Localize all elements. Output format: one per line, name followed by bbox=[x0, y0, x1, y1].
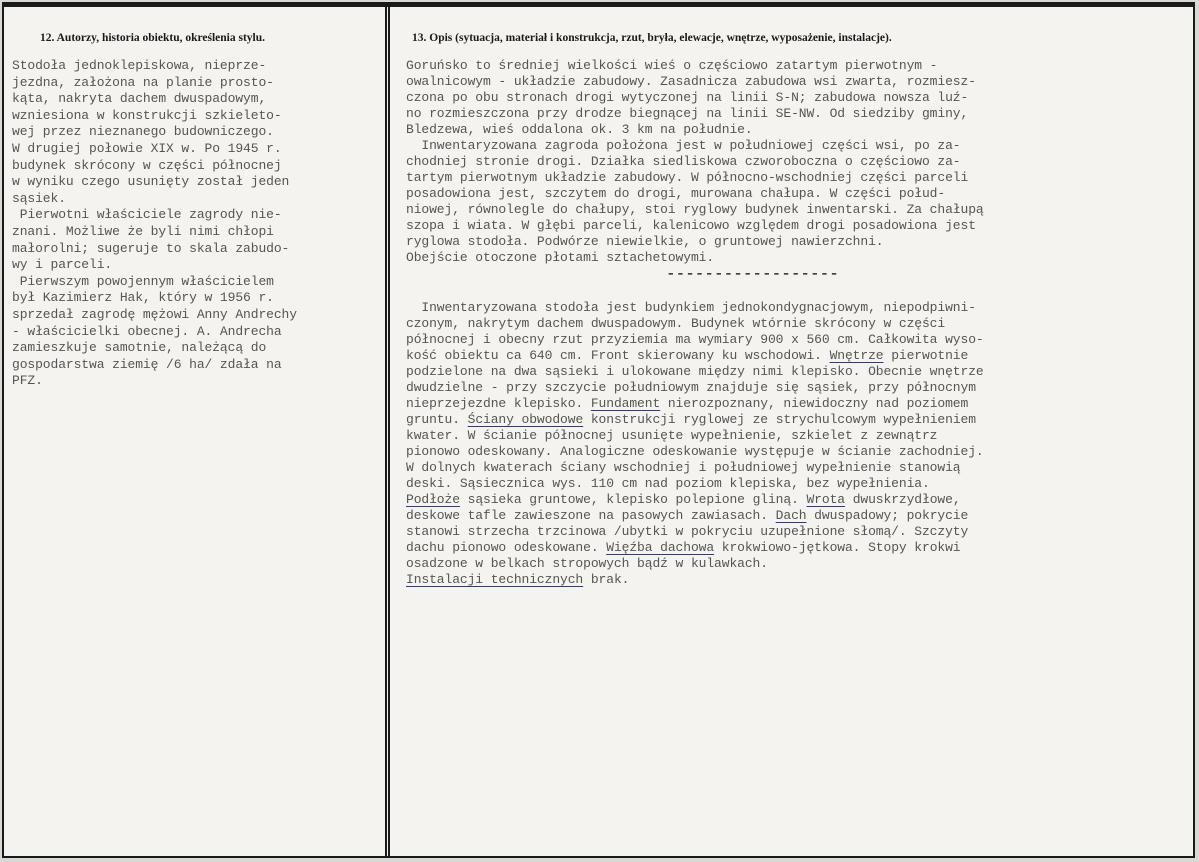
field-13-line: ryglowa stodoła. Podwórze niewielkie, o gruntowej nawierzchni. bbox=[406, 234, 884, 249]
inventory-card bbox=[2, 2, 1195, 858]
field-12-line: Stodoła jednoklepiskowa, nieprze- bbox=[12, 58, 267, 73]
field-13-line bbox=[406, 508, 1194, 524]
section-separator: ------------------ bbox=[666, 265, 839, 283]
text-segment: północnej i obecny rzut przyziemia ma wymiary 900 x 560 cm. Całkowita wyso- bbox=[406, 332, 984, 347]
text-segment: czonym, nakrytym dachem dwuspadowym. Budynek wtórnie skrócony w części bbox=[406, 316, 946, 331]
field-12-line: budynek skrócony w części północnej bbox=[12, 157, 282, 173]
text-segment: nierozpoznany, niewidoczny nad poziomem bbox=[660, 396, 969, 411]
field-12-line: był Kazimierz Hak, który w 1956 r. bbox=[12, 290, 274, 306]
underlined-keyword: Dach bbox=[775, 508, 807, 523]
field-13-line: Obejście otoczone płotami sztachetowymi. bbox=[406, 250, 715, 265]
field-12-column bbox=[12, 32, 384, 390]
underlined-keyword: Fundament bbox=[590, 396, 661, 411]
field-13-column bbox=[406, 32, 1194, 588]
field-13-line bbox=[406, 460, 1194, 476]
text-segment: pierwotnie bbox=[883, 348, 969, 363]
field-13-line bbox=[406, 380, 1194, 396]
field-13-line: Bledzewa, wieś oddalona ok. 3 km na południe. bbox=[406, 122, 753, 137]
text-segment: deski. Sąsiecznica wys. 110 cm nad poziom klepiska, bez wypełnienia. bbox=[406, 476, 930, 491]
text-segment: kwater. W ścianie północnej usunięte wypełnienie, szkielet z zewnątrz bbox=[406, 428, 938, 443]
field-12-line: gospodarstwa ziemię /6 ha/ zdała na bbox=[12, 356, 282, 372]
field-13-line: chodniej stronie drogi. Działka siedliskowa czworoboczna o częściowo za- bbox=[406, 154, 961, 169]
field-12-line: wzniesiona w konstrukcji szkieleto- bbox=[12, 107, 282, 123]
underlined-keyword: Wnętrze bbox=[829, 348, 884, 363]
text-segment: sąsieka gruntowe, klepisko polepione gliną. bbox=[459, 492, 807, 507]
field-12-line: w wyniku czego usunięty został jeden bbox=[12, 174, 290, 190]
field-13-line: posadowiona jest, szczytem do drogi, murowana chałupa. W części połud- bbox=[406, 186, 946, 201]
underlined-keyword: Podłoże bbox=[406, 492, 460, 507]
field-12-line: W drugiej połowie XIX w. Po 1945 r. bbox=[12, 140, 282, 156]
field-13-line: niowej, równolegle do chałupy, stoi ryglowy budynek inwentarski. Za chałupą bbox=[406, 202, 984, 217]
field-13-line bbox=[406, 572, 1194, 588]
field-12-line: wej przez nieznanego budowniczego. bbox=[12, 124, 274, 140]
top-rule bbox=[4, 4, 1193, 7]
underlined-keyword: Instalacji technicznych bbox=[406, 572, 584, 587]
text-segment: osadzone w belkach stropowych bądź w kulawkach. bbox=[406, 556, 768, 571]
field-13-line bbox=[406, 412, 1194, 428]
text-segment: Inwentaryzowana stodoła jest budynkiem jednokondygnacjowym, niepodpiwni- bbox=[406, 300, 976, 315]
field-13-line bbox=[406, 428, 1194, 444]
field-13-barn-description bbox=[406, 300, 1194, 588]
underlined-keyword: Więźba dachowa bbox=[606, 540, 715, 555]
field-13-situation-text bbox=[406, 58, 1194, 266]
field-13-line bbox=[406, 444, 1194, 460]
field-13-line: czona po obu stronach drogi wytyczonej na linii S-N; zabudowa nowsza luź- bbox=[406, 90, 969, 105]
field-12-line: sprzedał zagrodę mężowi Anny Andrechy bbox=[12, 306, 297, 322]
text-segment: krokwiowo-jętkowa. Stopy krokwi bbox=[714, 540, 961, 555]
field-12-line: kąta, nakryta dachem dwuspadowym, bbox=[12, 91, 267, 107]
field-13-line: Inwentaryzowana zagroda położona jest w południowej części wsi, po za- bbox=[406, 138, 961, 153]
field-12-line: znani. Możliwe że byli nimi chłopi bbox=[12, 223, 274, 239]
field-12-line: wy i parceli. bbox=[12, 257, 113, 273]
field-12-line: Pierwszym powojennym właścicielem bbox=[12, 273, 274, 289]
paragraph-gap bbox=[406, 282, 1194, 300]
text-segment: podzielone na dwa sąsieki i ulokowane między nimi klepisko. Obecnie wnętrze bbox=[406, 364, 984, 379]
field-13-line: no rozmieszczona przy drodze biegnącej na linii SE-NW. Od siedziby gminy, bbox=[406, 106, 969, 121]
field-13-header: 13. Opis (sytuacja, materiał i konstrukcja, rzut, bryła, elewacje, wnętrze, wyposażenie, instalacje). bbox=[412, 32, 892, 44]
field-12-line: PFZ. bbox=[12, 373, 43, 389]
field-12-line: Pierwotni właściciele zagrody nie- bbox=[12, 207, 282, 223]
field-13-line bbox=[406, 524, 1194, 540]
field-13-line bbox=[406, 348, 1194, 364]
field-12-text bbox=[12, 58, 384, 390]
field-12-line: sąsiek. bbox=[12, 190, 66, 206]
field-13-line: szopa i wiata. W głębi parceli, kalenicowo względem drogi posadowiona jest bbox=[406, 218, 976, 233]
underlined-keyword: Ściany obwodowe bbox=[467, 412, 584, 427]
field-13-line bbox=[406, 300, 1194, 316]
text-segment: brak. bbox=[583, 572, 630, 587]
text-segment: deskowe tafle zawieszone na pasowych zawiasach. bbox=[406, 508, 776, 523]
field-13-line: owalnicowym - układzie zabudowy. Zasadnicza zabudowa wsi zwarta, rozmiesz- bbox=[406, 74, 976, 89]
field-12-line: małorolni; sugeruje to skala zabudo- bbox=[12, 240, 290, 256]
text-segment: nieprzejezdne klepisko. bbox=[406, 396, 591, 411]
field-13-line bbox=[406, 396, 1194, 412]
field-12-line: zamieszkuje samotnie, należącą do bbox=[12, 340, 267, 356]
field-13-line bbox=[406, 316, 1194, 332]
column-divider bbox=[385, 4, 390, 856]
text-segment: stanowi strzecha trzcinowa /ubytki w pokryciu uzupełnione słomą/. Szczyty bbox=[406, 524, 969, 539]
underlined-keyword: Wrota bbox=[806, 492, 845, 507]
field-12-line: - właścicielki obecnej. A. Andrecha bbox=[12, 323, 282, 339]
field-13-line bbox=[406, 540, 1194, 556]
field-13-line bbox=[406, 556, 1194, 572]
field-13-line bbox=[406, 492, 1194, 508]
text-segment: kość obiektu ca 640 cm. Front skierowany ku wschodowi. bbox=[406, 348, 830, 363]
field-13-line: Goruńsko to średniej wielkości wieś o częściowo zatartym pierwotnym - bbox=[406, 58, 938, 73]
text-segment: dwudzielne - przy szczycie południowym znajduje się sąsiek, przy północnym bbox=[406, 380, 976, 395]
text-segment: konstrukcji ryglowej ze strychulcowym wypełnieniem bbox=[583, 412, 976, 427]
field-12-header: 12. Autorzy, historia obiektu, określenia stylu. bbox=[40, 32, 266, 44]
field-13-line bbox=[406, 364, 1194, 380]
field-13-line bbox=[406, 332, 1194, 348]
field-13-line: tartym pierwotnym układzie zabudowy. W północno-wschodniej części parceli bbox=[406, 170, 969, 185]
text-segment: dwuspadowy; pokrycie bbox=[806, 508, 969, 523]
text-segment: dwuskrzydłowe, bbox=[845, 492, 961, 507]
field-13-line bbox=[406, 476, 1194, 492]
text-segment: W dolnych kwaterach ściany wschodniej i południowej wypełnienie stanowią bbox=[406, 460, 961, 475]
text-segment: dachu pionowo odeskowane. bbox=[406, 540, 607, 555]
field-12-line: jezdna, założona na planie prosto- bbox=[12, 74, 274, 90]
text-segment: gruntu. bbox=[406, 412, 468, 427]
text-segment: pionowo odeskowany. Analogiczne odeskowanie występuje w ścianie zachodniej. bbox=[406, 444, 984, 459]
